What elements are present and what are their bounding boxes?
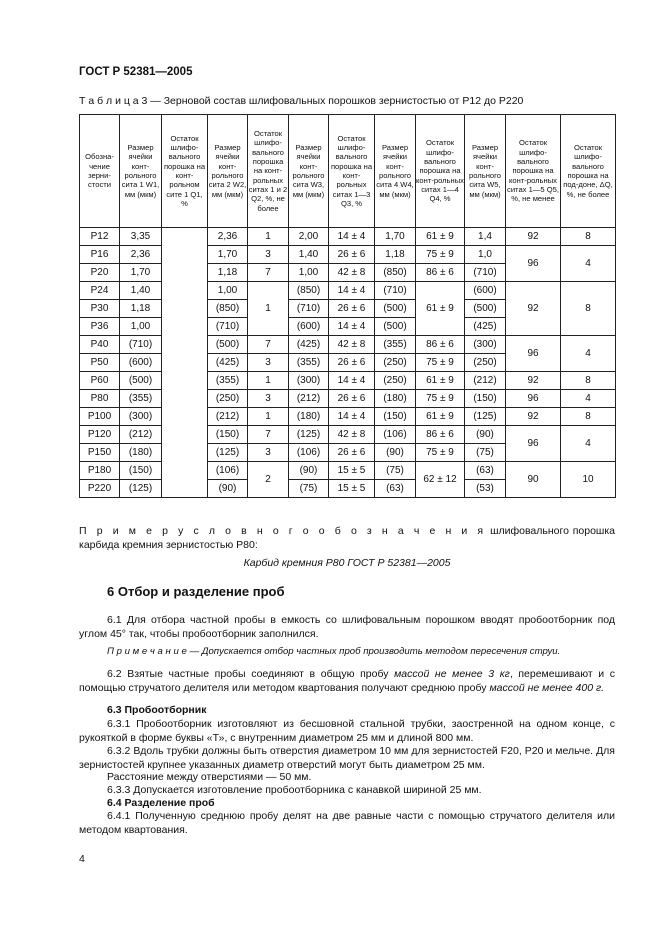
table-cell: (106)	[208, 462, 248, 480]
column-header: Остаток шлифо-вального порошка на конт-рольном сите 1 Q1, %	[162, 115, 208, 228]
table-cell: (180)	[375, 390, 416, 408]
paragraph-6-3-3: 6.3.3 Допускается изготовление пробоотборника с канавкой шириной 25 мм.	[107, 784, 482, 796]
table-cell: (125)	[289, 426, 329, 444]
table-row	[80, 462, 616, 480]
table-cell: (500)	[375, 300, 416, 318]
grit-cell: P80	[80, 390, 120, 408]
table-cell: (212)	[208, 408, 248, 426]
table-cell: 1,70	[375, 228, 416, 246]
table-cell: 92	[506, 282, 561, 336]
table-cell: 14 ± 4	[329, 408, 375, 426]
paragraph-hole-spacing: Расстояние между отверстиями — 50 мм.	[107, 771, 312, 783]
table-cell: 1,00	[208, 282, 248, 300]
grit-cell: P12	[80, 228, 120, 246]
table-cell: (150)	[465, 390, 506, 408]
table-cell: 3,35	[120, 228, 162, 246]
table-cell: 3	[248, 390, 289, 408]
table-cell: 2,36	[120, 246, 162, 264]
table-cell: 1,18	[375, 246, 416, 264]
table-cell: (250)	[375, 354, 416, 372]
table-cell: (600)	[289, 318, 329, 336]
table-cell: 75 ± 9	[416, 246, 465, 264]
table-cell: (500)	[208, 336, 248, 354]
table-header-row	[80, 115, 616, 228]
p6-2-mass-average: массой не менее 400 г.	[489, 682, 605, 694]
paragraph-6-4-1: 6.4.1 Полученную среднюю пробу делят на две равные части с помощью стручатого делителя или методом квартования.	[79, 810, 615, 836]
table-cell: (500)	[465, 300, 506, 318]
table-cell: (150)	[208, 426, 248, 444]
table-cell: 42 ± 8	[329, 426, 375, 444]
table-cell: 8	[561, 372, 616, 390]
table-row	[80, 372, 616, 390]
table-cell: 2,36	[208, 228, 248, 246]
column-header: Размер ячейки конт-рольного сита W3, мм (мкм)	[289, 115, 329, 228]
table-row	[80, 390, 616, 408]
table-cell: 61 ± 9	[416, 372, 465, 390]
table-cell: 62 ± 12	[416, 462, 465, 498]
column-header: Обозна-чение зерни-стости	[80, 115, 120, 228]
table-cell: 96	[506, 336, 561, 372]
table-cell: (300)	[120, 408, 162, 426]
table-cell: 42 ± 8	[329, 264, 375, 282]
paragraph-6-2	[79, 667, 615, 695]
table-cell: 90	[506, 462, 561, 498]
table-cell: 26 ± 6	[329, 390, 375, 408]
table-cell: (180)	[120, 444, 162, 462]
table-cell: (90)	[289, 462, 329, 480]
table-cell: 1,4	[465, 228, 506, 246]
table-cell: 86 ± 6	[416, 264, 465, 282]
table-cell: (212)	[465, 372, 506, 390]
table-cell: 4	[561, 426, 616, 462]
table-cell: 1	[248, 282, 289, 336]
table-cell: (63)	[375, 480, 416, 498]
table-cell: 96	[506, 246, 561, 282]
table-cell: 1,40	[289, 246, 329, 264]
table-cell: 3	[248, 444, 289, 462]
table-cell: 92	[506, 228, 561, 246]
grit-cell: P30	[80, 300, 120, 318]
table-cell: (250)	[375, 372, 416, 390]
grit-cell: P24	[80, 282, 120, 300]
table-cell: 14 ± 4	[329, 318, 375, 336]
example-designation: Карбид кремния P80 ГОСТ Р 52381—2005	[243, 557, 451, 569]
table-cell: (355)	[120, 390, 162, 408]
subsection-heading-6-3: 6.3 Пробоотборник	[107, 704, 207, 716]
table-cell: 86 ± 6	[416, 426, 465, 444]
table-cell: 1,70	[208, 246, 248, 264]
table-cell: 8	[561, 408, 616, 426]
column-header: Размер ячейки конт-рольного сита 1 W1, мм (мкм)	[120, 115, 162, 228]
table-cell: (63)	[465, 462, 506, 480]
page-number: 4	[79, 853, 85, 865]
table-cell: (106)	[289, 444, 329, 462]
p6-2-part: 6.2 Взятые частные пробы соединяют в общую пробу	[107, 668, 395, 680]
table-cell: 4	[561, 390, 616, 408]
table-cell: (125)	[208, 444, 248, 462]
table-cell: 3	[248, 246, 289, 264]
table-cell: 26 ± 6	[329, 354, 375, 372]
paragraph-6-1: 6.1 Для отбора частной пробы в емкость со шлифовальным порошком вводят пробоотборник под углом 45° так, чтобы пробоотборник заполнился.	[79, 614, 615, 640]
table-cell: (355)	[289, 354, 329, 372]
table-cell: 14 ± 4	[329, 282, 375, 300]
table-cell: 75 ± 9	[416, 354, 465, 372]
table-cell: 61 ± 9	[416, 228, 465, 246]
table-cell: 96	[506, 426, 561, 462]
table-cell: (710)	[289, 300, 329, 318]
table-cell: 2,00	[289, 228, 329, 246]
table-cell: 8	[561, 282, 616, 336]
table-cell: 1,18	[208, 264, 248, 282]
table-cell: (710)	[120, 336, 162, 354]
table-cell: 1,0	[465, 246, 506, 264]
example-text: шлифовального порошка карбида кремния зернистостью P80:	[79, 525, 615, 551]
table-cell: 7	[248, 264, 289, 282]
grit-cell: P120	[80, 426, 120, 444]
grit-cell: P40	[80, 336, 120, 354]
note: П р и м е ч а н и е — Допускается отбор частных проб производить методом пересечения струи.	[107, 646, 561, 657]
grit-cell: P60	[80, 372, 120, 390]
grit-cell: P180	[80, 462, 120, 480]
table-cell: 96	[506, 390, 561, 408]
table-cell: 75 ± 9	[416, 390, 465, 408]
grit-cell: P150	[80, 444, 120, 462]
column-header: Размер ячейки конт-рольного сита W5, мм (мкм)	[465, 115, 506, 228]
paragraph-6-3-1: 6.3.1 Пробоотборник изготовляют из бесшовной стальной трубки, заостренной на одном конце, с рукояткой в форме буквы «Т», с внутренним диаметром 25 мм и длиной 800 мм.	[79, 718, 615, 744]
table-cell: 1,40	[120, 282, 162, 300]
table-cell: 14 ± 4	[329, 372, 375, 390]
table-row	[80, 282, 616, 300]
table-cell: 92	[506, 372, 561, 390]
table-cell: (710)	[375, 282, 416, 300]
table-cell: 3	[248, 354, 289, 372]
table-cell: (106)	[375, 426, 416, 444]
table-cell: 10	[561, 462, 616, 498]
table-cell: (425)	[465, 318, 506, 336]
table-cell: (355)	[375, 336, 416, 354]
table-cell: (250)	[208, 390, 248, 408]
table-cell: 2	[248, 462, 289, 498]
table-cell: 26 ± 6	[329, 246, 375, 264]
table-cell: (212)	[120, 426, 162, 444]
table-cell: (850)	[289, 282, 329, 300]
table-row	[80, 426, 616, 444]
table-caption: Т а б л и ц а 3 — Зерновой состав шлифовальных порошков зернистостью от Р12 до Р220	[79, 95, 524, 107]
p6-2-part: , перемешивают и с помощью стручатого делителя или методом квартования получают среднюю пробу	[79, 668, 615, 694]
table-cell: (300)	[465, 336, 506, 354]
column-header: Остаток шлифо-вального порошка на конт-рольных ситах 1 и 2 Q2, %, не более	[248, 115, 289, 228]
table-cell: 26 ± 6	[329, 444, 375, 462]
table-cell: 1,70	[120, 264, 162, 282]
example-lead: П р и м е р у с л о в н о г о о б о з н а ч е н и я	[79, 525, 487, 537]
table-cell: 7	[248, 426, 289, 444]
table-cell: 4	[561, 336, 616, 372]
table-cell: (180)	[289, 408, 329, 426]
grit-cell: P220	[80, 480, 120, 498]
table-cell: (425)	[289, 336, 329, 354]
column-header: Остаток шлифо-вального порошка на конт-рольных ситах 1—5 Q5, %, не менее	[506, 115, 561, 228]
table-cell: (710)	[465, 264, 506, 282]
subsection-heading-6-4: 6.4 Разделение проб	[107, 797, 215, 809]
table-cell: (850)	[208, 300, 248, 318]
table-cell: 1	[248, 408, 289, 426]
table-row	[80, 408, 616, 426]
standard-header: ГОСТ Р 52381—2005	[79, 66, 193, 78]
paragraph-6-3-2: 6.3.2 Вдоль трубки должны быть отверстия диаметром 10 мм для зернистостей F20, P20 и мельче. Для зернистостей крупнее указанных диаметр отверстий могут быть диаметром 25 мм.	[79, 745, 615, 771]
table-cell: 61 ± 9	[416, 282, 465, 336]
table-cell: (125)	[465, 408, 506, 426]
table-cell: 42 ± 8	[329, 336, 375, 354]
example-paragraph	[79, 524, 615, 552]
table-cell: 15 ± 5	[329, 462, 375, 480]
table-cell: 7	[248, 336, 289, 354]
table-cell: (90)	[375, 444, 416, 462]
table-cell: 1	[248, 228, 289, 246]
table-body	[80, 228, 616, 498]
table-cell: (710)	[208, 318, 248, 336]
column-header: Остаток шлифо-вального порошка на под-доне, ΔQ, %, не более	[561, 115, 616, 228]
table-cell: (500)	[375, 318, 416, 336]
column-header: Остаток шлифо-вального порошка на конт-рольных ситах 1—4 Q4, %	[416, 115, 465, 228]
table-cell: 26 ± 6	[329, 300, 375, 318]
table-cell: (150)	[375, 408, 416, 426]
table-cell: 8	[561, 228, 616, 246]
grit-cell: P50	[80, 354, 120, 372]
table-cell: (300)	[289, 372, 329, 390]
table-cell: 14 ± 4	[329, 228, 375, 246]
grit-cell: P16	[80, 246, 120, 264]
column-header: Остаток шлифо-вального порошка на конт-рольных ситах 1—3 Q3, %	[329, 115, 375, 228]
table-cell: (600)	[120, 354, 162, 372]
table-cell: 4	[561, 246, 616, 282]
section-heading: 6 Отбор и разделение проб	[107, 584, 285, 599]
table-cell: (212)	[289, 390, 329, 408]
table-cell: (75)	[465, 444, 506, 462]
table-cell: (250)	[465, 354, 506, 372]
table-cell: (500)	[120, 372, 162, 390]
table-cell: 1,00	[120, 318, 162, 336]
table-cell: 92	[506, 408, 561, 426]
table-cell: 75 ± 9	[416, 444, 465, 462]
grit-cell: P100	[80, 408, 120, 426]
table-cell: (600)	[465, 282, 506, 300]
table-cell: (355)	[208, 372, 248, 390]
table-cell: 86 ± 6	[416, 336, 465, 354]
table-cell: (150)	[120, 462, 162, 480]
table-cell: 1,18	[120, 300, 162, 318]
table-row	[80, 246, 616, 264]
table-cell	[162, 228, 208, 498]
table-row	[80, 336, 616, 354]
column-header: Размер ячейки конт-рольного сита 4 W4, мм (мкм)	[375, 115, 416, 228]
table-cell: (53)	[465, 480, 506, 498]
table-row	[80, 228, 616, 246]
table-cell: (850)	[375, 264, 416, 282]
table-cell: 61 ± 9	[416, 408, 465, 426]
grit-cell: P20	[80, 264, 120, 282]
table-cell: (125)	[120, 480, 162, 498]
table-cell: (75)	[289, 480, 329, 498]
table-cell: 15 ± 5	[329, 480, 375, 498]
grit-cell: P36	[80, 318, 120, 336]
table-cell: 1,00	[289, 264, 329, 282]
table-cell: (90)	[465, 426, 506, 444]
table-cell: 1	[248, 372, 289, 390]
table-cell: (90)	[208, 480, 248, 498]
table-cell: (425)	[208, 354, 248, 372]
p6-2-mass-total: массой не менее 3 кг	[394, 668, 510, 680]
grain-composition-table	[79, 114, 616, 498]
column-header: Размер ячейки конт-рольного сита 2 W2, мм (мкм)	[208, 115, 248, 228]
table-cell: (75)	[375, 462, 416, 480]
